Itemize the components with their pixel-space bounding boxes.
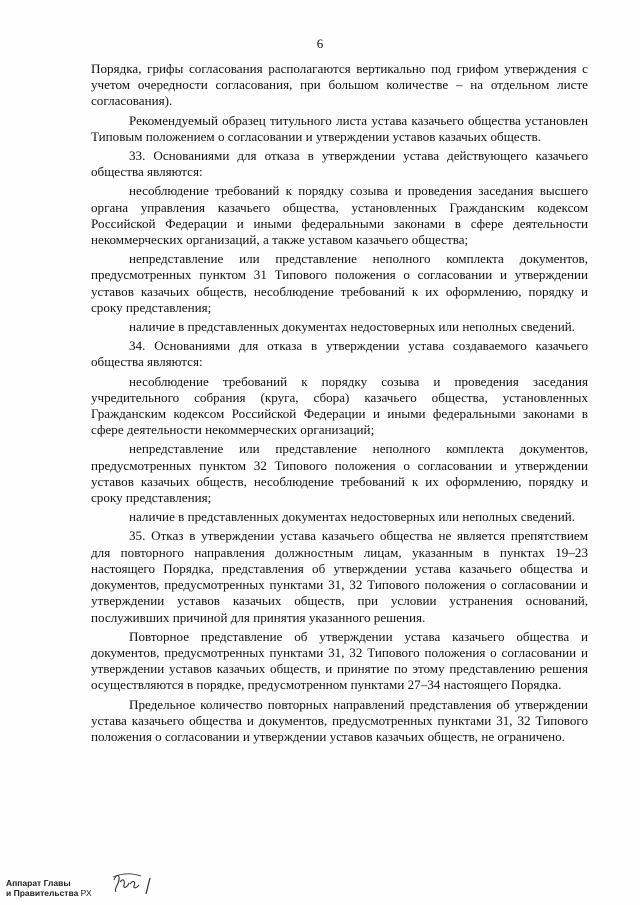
paragraph-4: несоблюдение требований к порядку созыва и проведения заседания высшего органа управления казачьего общества, установленных Гражданским кодексом Российской Федерации и иными федеральными законами в сфере деятельности некоммерческих организаций, а также уставом казачьего общества;: [91, 183, 588, 248]
office-stamp-line-2-bold: и Правительства: [6, 888, 79, 898]
page-number: 6: [316, 36, 324, 51]
paragraph-2: Рекомендуемый образец титульного листа устава казачьего общества установлен Типовым положением о согласовании и утверждении уставов казачьих обществ.: [91, 112, 588, 144]
paragraph-3: 33. Основаниями для отказа в утверждении устава действующего казачьего общества являются:: [91, 148, 588, 180]
paragraph-9: непредставление или представление неполного комплекта документов, предусмотренных пунктом 32 Типового положения о согласовании и утверждении уставов казачьих обществ, несоблюдение требований к их оформлению, порядку и сроку представления;: [91, 441, 588, 506]
paragraph-13: Предельное количество повторных направлений представления об утверждении устава казачьего общества и документов, предусмотренных пунктами 31, 32 Типового положения о согласовании и утверждении уставов казачьих обществ, не ограничено.: [91, 696, 588, 744]
office-stamp-line-1: Аппарат Главы: [6, 878, 71, 888]
document-body: [91, 61, 588, 748]
paragraph-12: Повторное представление об утверждении устава казачьего общества и документов, предусмотренных пунктами 31, 32 Типового положения о согласовании и утверждении уставов казачьих обществ, и принятие по этому представлению решения осуществляются в порядке, предусмотренном пунктами 27–34 настоящего Порядка.: [91, 628, 588, 693]
paragraph-10: наличие в представленных документах недостоверных или неполных сведений.: [129, 509, 576, 525]
paragraph-5: непредставление или представление неполного комплекта документов, предусмотренных пунктом 31 Типового положения о согласовании и утверждении уставов казачьих обществ, несоблюдение требований к их оформлению, порядку и сроку представления;: [91, 251, 588, 315]
handwritten-initials: [110, 868, 160, 896]
paragraph-8: несоблюдение требований к порядку созыва и проведения заседания учредительного собрания (круга, сбора) казачьего общества, установленных Гражданским кодексом Российской Федерации и иными федеральными законами в сфере деятельности некоммерческих организаций;: [91, 373, 588, 438]
paragraph-7: 34. Основаниями для отказа в утверждении устава создаваемого казачьего общества являются:: [91, 338, 588, 370]
paragraph-1: Порядка, грифы согласования располагаются вертикально под грифом утверждения с учетом очередности согласования, при большом количестве – на отдельном листе согласования).: [91, 61, 588, 109]
office-stamp-line-2-plain: РХ: [78, 888, 92, 898]
paragraph-6: наличие в представленных документах недостоверных или неполных сведений.: [129, 319, 576, 335]
office-stamp-line-2: [6, 888, 92, 898]
paragraph-11: 35. Отказ в утверждении устава казачьего общества не является препятствием для повторного направления должностным лицам, указанным в пунктах 19–23 настоящего Порядка, представления об утверждении устава казачьего общества и документов, предусмотренных пунктами 31, 32 Типового положения о согласовании и утверждении уставов казачьих обществ, при условии устранения оснований, послуживших причиной для принятия указанного решения.: [91, 528, 588, 625]
office-stamp: [6, 878, 92, 898]
